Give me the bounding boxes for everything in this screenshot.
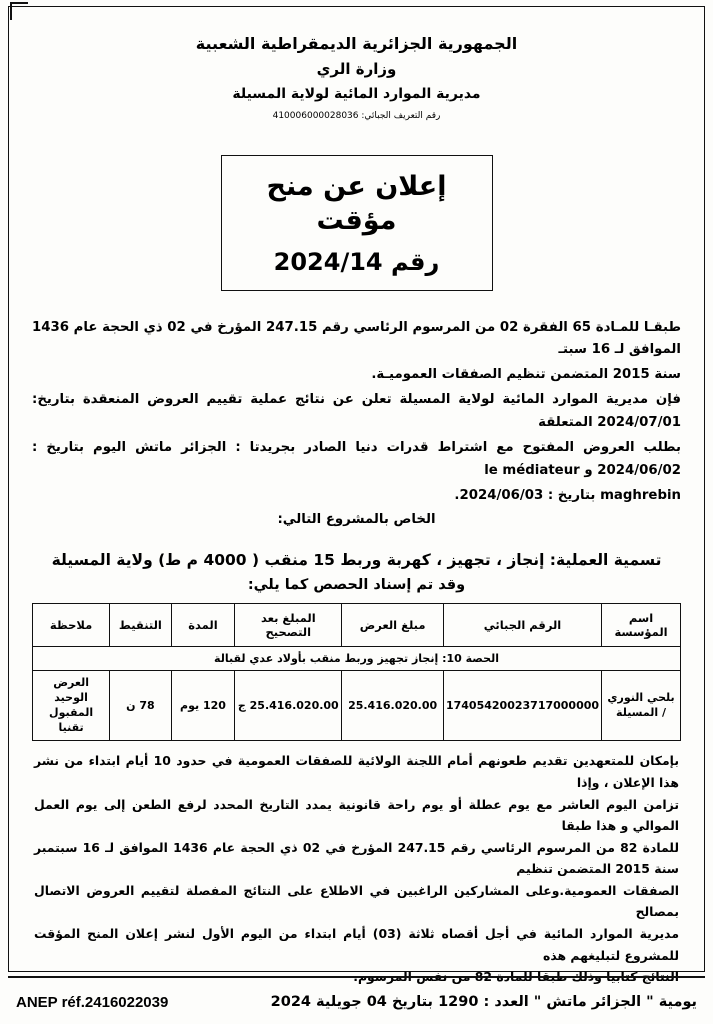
appeal-notice (32, 750, 681, 987)
header-tax-id: رقم التعريف الجبائي: 410006000028036 (272, 111, 441, 121)
column-nif: الرقم الجبائي (443, 604, 601, 647)
footer-paragraph-4: الصفقات العمومية.وعلى المشاركين الراغبين في الاطلاع على النتائج المفصلة لتقييم العروض الاتصال بمصالح (34, 882, 679, 920)
lot-header-cell: الحصة 10: إنجاز تجهيز وربط منقب بأولاد عدي لقبالة (33, 647, 681, 671)
table-header-row (33, 604, 681, 647)
header-ministry: وزارة الري (316, 60, 397, 78)
cell-note: 78 ن (110, 671, 171, 741)
cell-duree: 120 يوم (171, 671, 235, 741)
footer-paragraph-1: بإمكان للمتعهدين تقديم طعونهم أمام اللجنة الولائية للصفقات العمومية في حدود 10 أيام ابتداء من نشر هذا الإعلان ، وإذا (34, 753, 679, 790)
column-entreprise: اسم المؤسسة (602, 604, 681, 647)
column-duree: المدة (171, 604, 235, 647)
intro-paragraph-1: طبقـا للمـادة 65 الفقرة 02 من المرسوم الرئاسي رقم 247.15 المؤرخ في 02 ذي الحجة عام 1436 الموافق لـ 16 سبتـ (32, 319, 681, 358)
announcement-number: رقم 2024/14 (273, 247, 440, 276)
header-directorate: مديرية الموارد المائية لولاية المسيلة (232, 86, 481, 102)
project-subtitle: وقد تم إسناد الحصص كما يلي: (247, 577, 466, 594)
project-designation: تسمية العملية: إنجاز ، تجهيز ، كهربة وربط 15 منقب ( 4000 م ط) ولاية المسيلة (51, 551, 662, 570)
cell-offre-corrigee: 25.416.020.00 ج (235, 671, 342, 741)
table-lot-row (33, 647, 681, 671)
announcement-intro (32, 317, 681, 533)
cell-entreprise: بلحي النوري / المسيلة (602, 671, 681, 741)
footer-paragraph-5: مديرية الموارد المائية في أجل أقصاه ثلاثة (03) أيام ابتداء من اليوم الأول لنشر إعلان المنح المؤقت للمشروع لتبليغهم هذه (34, 926, 679, 963)
column-remarque: ملاحظة (33, 604, 110, 647)
footer-paragraph-6: النتائج كتابيا وذلك طبقا للمادة 82 من نفس المرسوم. (353, 969, 679, 985)
publication-footer (8, 976, 705, 1022)
cell-nif: 17405420023717000000 (443, 671, 601, 741)
intro-paragraph-5: maghrebin بتاريخ : 2024/06/03. (454, 487, 681, 503)
intro-paragraph-2: سنة 2015 المتضمن تنظيم الصفقات العموميـة. (371, 367, 681, 383)
page-title: إعلان عن منح مؤقت (266, 171, 447, 236)
footer-paragraph-2: تزامن اليوم العاشر مع يوم عطلة أو يوم راحة قانونية يمدد التاريخ المحدد لرفع الطعن إلى يوم العمل الموالي و هذا طبقا (34, 796, 679, 834)
column-offre-corrigee: المبلغ بعد التصحيح (235, 604, 342, 647)
table-row (33, 671, 681, 741)
header-country: الجمهورية الجزائرية الديمقراطية الشعبية (195, 34, 518, 53)
column-offre: مبلغ العرض (342, 604, 444, 647)
intro-paragraph-4: بطلب العروض المفتوح مع اشتراط قدرات دنيا الصادر بجريدتا : الجزائر ماتش اليوم بتاريخ : 2024/06/02 و le médiateur (32, 439, 681, 478)
journal-reference: يومية " الجزائر ماتش " العدد : 1290 بتاريخ 04 جويلية 2024 (270, 994, 697, 1010)
column-note: التنقيط (110, 604, 171, 647)
intro-paragraph-6: الخاص بالمشروع التالي: (277, 512, 436, 528)
footer-paragraph-3: للمادة 82 من المرسوم الرئاسي رقم 247.15 المؤرخ في 02 ذي الحجة عام 1436 الموافق لـ 16 سبتمبر سنة 2015 المتضمن تنظيم (34, 839, 679, 877)
document-body (10, 6, 703, 988)
cell-offre: 25.416.020.00 (342, 671, 444, 741)
results-table (32, 603, 681, 741)
intro-paragraph-3: فإن مديرية الموارد المائية لولاية المسيلة تعلن عن نتائج عملية تقييم العروض المنعقدة بتاريخ: 2024/07/01 المتعلقة (32, 392, 681, 430)
cell-remarque: العرض الوحيد المقبول تقنيا (33, 671, 110, 741)
announcement-title-box (221, 155, 493, 291)
anep-reference: ANEP réf.2416022039 (16, 993, 169, 1011)
